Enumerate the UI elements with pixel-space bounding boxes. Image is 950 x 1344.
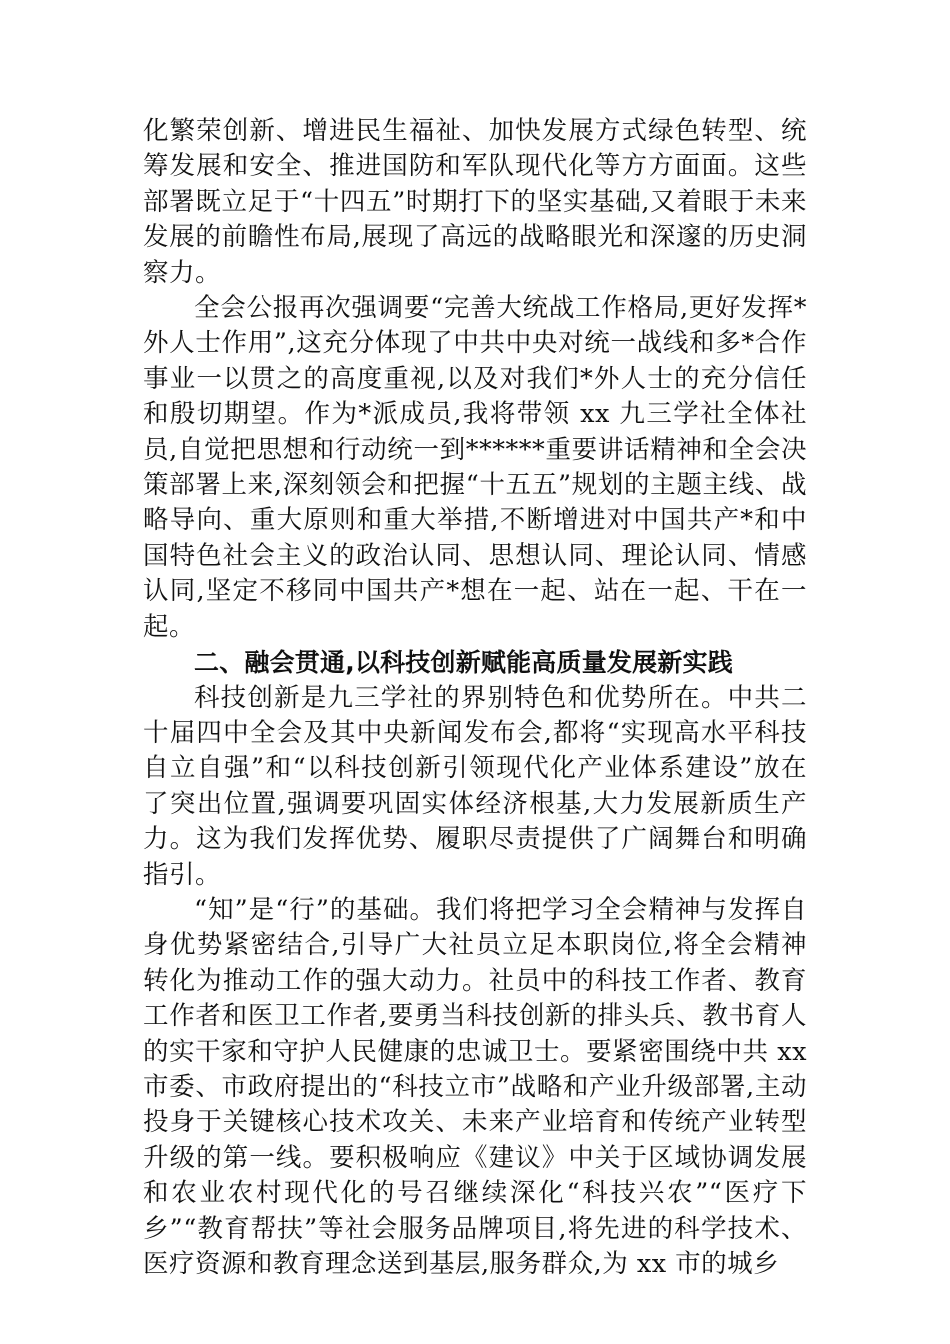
section-heading: 二、融会贯通,以科技创新赋能高质量发展新实践	[194, 648, 733, 678]
paragraph-3: 科技创新是九三学社的界别特色和优势所在。中共二十届四中全会及其中央新闻发布会,都将“实现高水平科技自立自强”和“以科技创新引领现代化产业体系建设”放在了突出位置,强调要巩固实体经济根基,大力发展新质生产力。这为我们发挥优势、履职尽责提供了广阔舞台和明确指引。	[143, 682, 807, 890]
paragraph-2: 全会公报再次强调要“完善大统战工作格局,更好发挥*外人士作用”,这充分体现了中共中央对统一战线和多*合作事业一以贯之的高度重视,以及对我们*外人士的充分信任和殷切期望。作为*派成员,我将带领 xx 九三学社全体社员,自觉把思想和行动统一到******重要讲话精神和全会决策部署上来,深刻领会和把握“十五五”规划的主题主线、战略导向、重大原则和重大举措,不断增进对中国共产*和中国特色社会主义的政治认同、思想认同、理论认同、情感认同,坚定不移同中国共产*想在一起、站在一起、干在一起。	[143, 293, 807, 642]
document-body	[143, 114, 807, 1282]
paragraph-4: “知”是“行”的基础。我们将把学习全会精神与发挥自身优势紧密结合,引导广大社员立足本职岗位,将全会精神转化为推动工作的强大动力。社员中的科技工作者、教育工作者和医卫工作者,要勇当科技创新的排头兵、教书育人的实干家和守护人民健康的忠诚卫士。要紧密围绕中共 xx 市委、市政府提出的“科技立市”战略和产业升级部署,主动投身于关键核心技术攻关、未来产业培育和传统产业转型升级的第一线。要积极响应《建议》中关于区域协调发展和农业农村现代化的号召继续深化“科技兴农”“医疗下乡”“教育帮扶”等社会服务品牌项目,将先进的科学技术、医疗资源和教育理念送到基层,服务群众,为 xx 市的城乡	[143, 894, 807, 1279]
paragraph-1: 化繁荣创新、增进民生福祉、加快发展方式绿色转型、统筹发展和安全、推进国防和军队现代化等方方面面。这些部署既立足于“十四五”时期打下的坚实基础,又着眼于未来发展的前瞻性布局,展现了高远的战略眼光和深邃的历史洞察力。	[143, 116, 807, 288]
